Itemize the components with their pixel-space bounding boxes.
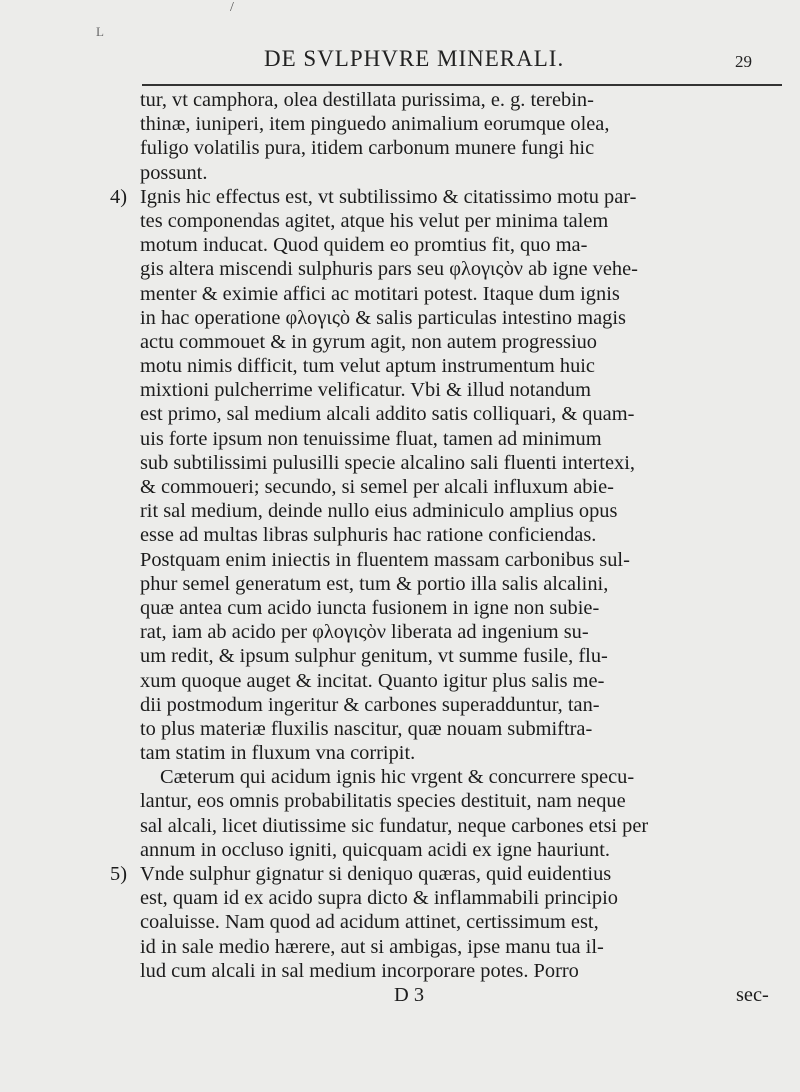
text-line (70, 910, 800, 934)
line-text: id in sale medio hærere, aut si ambigas, ipse manu tua il- (140, 935, 604, 958)
text-line (70, 572, 800, 596)
line-text: tam statim in fluxum vna corripit. (140, 742, 416, 765)
line-text: Vnde sulphur gignatur si deniquo quæras, quid euidentius (140, 863, 612, 885)
text-line (70, 475, 800, 499)
line-text: motu nimis difficit, tum velut aptum instrumentum huic (140, 355, 595, 378)
page-number: 29 (735, 52, 752, 71)
line-text: est primo, sal medium alcali addito satis colliquari, & quam- (140, 403, 635, 426)
catch-word: sec- (736, 983, 769, 1006)
line-text: uis forte ipsum non tenuissime fluat, tamen ad minimum (140, 427, 602, 450)
text-line (70, 499, 800, 523)
line-text: possunt. (140, 161, 208, 184)
text-line (70, 669, 800, 693)
text-line (70, 717, 800, 741)
text-line (70, 548, 800, 572)
text-line (70, 983, 800, 1007)
text-line (70, 741, 800, 765)
line-text: in hac operatione φλογιςὸ & salis particulas intestino magis (140, 306, 626, 329)
text-line (70, 693, 800, 717)
paragraph-number: 4) (110, 185, 127, 208)
line-text: esse ad multas libras sulphuris hac ratione conficiendas. (140, 524, 597, 547)
page-header (0, 46, 800, 86)
line-text: Ignis hic effectus est, vt subtilissimo & citatissimo motu par- (140, 185, 637, 208)
text-line (70, 814, 800, 838)
text-line (70, 523, 800, 547)
line-text: sub subtilissimi pulusilli specie alcalino sali fluenti intertexi, (140, 451, 635, 474)
header-rule (142, 84, 782, 86)
line-text: rit sal medium, deinde nullo eius adminiculo amplius opus (140, 500, 618, 523)
line-text: D 3 (394, 983, 425, 1006)
text-line (70, 959, 800, 983)
line-text: lantur, eos omnis probabilitatis species destituit, nam neque (140, 790, 626, 813)
text-line (70, 935, 800, 959)
page-margin-mark: / (230, 0, 234, 15)
line-text: menter & eximie affici ac motitari potest. Itaque dum ignis (140, 282, 620, 305)
text-line (70, 886, 800, 910)
line-text: to plus materiæ fluxilis nascitur, quæ nouam submiftra- (140, 717, 593, 740)
line-text: motum inducat. Quod quidem eo promtius fit, quo ma- (140, 234, 588, 257)
text-line (70, 161, 800, 185)
text-line (70, 765, 800, 789)
text-line (70, 282, 800, 306)
line-text: fuligo volatilis pura, itidem carbonum munere fungi hic (140, 137, 595, 160)
text-line (70, 330, 800, 354)
text-line (70, 136, 800, 160)
text-line (70, 378, 800, 402)
line-text: mixtioni pulcherrime velificatur. Vbi & illud notandum (140, 379, 591, 402)
line-text: Cæterum qui acidum ignis hic vrgent & concurrere specu- (160, 766, 635, 789)
line-text: gis altera miscendi sulphuris pars seu φλογιςὸν ab igne vehe- (140, 258, 638, 281)
line-text: thinæ, iuniperi, item pinguedo animalium eorumque olea, (140, 113, 610, 136)
line-text: Postquam enim iniectis in fluentem massam carbonibus sul- (140, 548, 630, 571)
line-text: xum quoque auget & incitat. Quanto igitur plus salis me- (140, 669, 605, 692)
paragraph-number: 5) (110, 863, 127, 885)
line-text: rat, iam ab acido per φλογιςὸν liberata ad ingenium su- (140, 621, 589, 644)
text-line (70, 354, 800, 378)
line-text: est, quam id ex acido supra dicto & inflammabili principio (140, 887, 618, 910)
text-line (70, 862, 800, 886)
line-text: dii postmodum ingeritur & carbones superadduntur, tan- (140, 693, 600, 716)
line-text: actu commouet & in gyrum agit, non autem progressiuo (140, 330, 597, 353)
text-line (70, 209, 800, 233)
text-line (70, 257, 800, 281)
margin-letter: L (96, 24, 104, 39)
line-text: tur, vt camphora, olea destillata purissima, e. g. terebin- (140, 89, 594, 111)
text-line (70, 427, 800, 451)
line-text: sal alcali, licet diutissime sic fundatur, neque carbones etsi per (140, 814, 649, 837)
line-text: annum in occluso igniti, quicquam acidi ex igne hauriunt. (140, 838, 611, 861)
text-line (70, 596, 800, 620)
text-line (70, 88, 800, 112)
line-text: phur semel generatum est, tum & portio illa salis alcalini, (140, 572, 609, 595)
running-title: DE SVLPHVRE MINERALI. (264, 46, 565, 71)
text-line (70, 451, 800, 475)
text-line (70, 185, 800, 209)
text-line (70, 112, 800, 136)
line-text: coaluisse. Nam quod ad acidum attinet, certissimum est, (140, 911, 599, 934)
line-text: lud cum alcali in sal medium incorporare potes. Porro (140, 959, 579, 982)
line-text: um redit, & ipsum sulphur genitum, vt summe fusile, flu- (140, 645, 608, 668)
text-line (70, 789, 800, 813)
line-text: & commoueri; secundo, si semel per alcali influxum abie- (140, 476, 614, 498)
text-line (70, 620, 800, 644)
text-line (70, 306, 800, 330)
text-line (70, 402, 800, 426)
line-text: quæ antea cum acido iuncta fusionem in igne non subie- (140, 596, 600, 619)
line-text: tes componendas agitet, atque his velut per minima talem (140, 209, 609, 232)
text-line (70, 838, 800, 862)
text-line (70, 644, 800, 668)
body-text (70, 88, 800, 1007)
text-line (70, 233, 800, 257)
